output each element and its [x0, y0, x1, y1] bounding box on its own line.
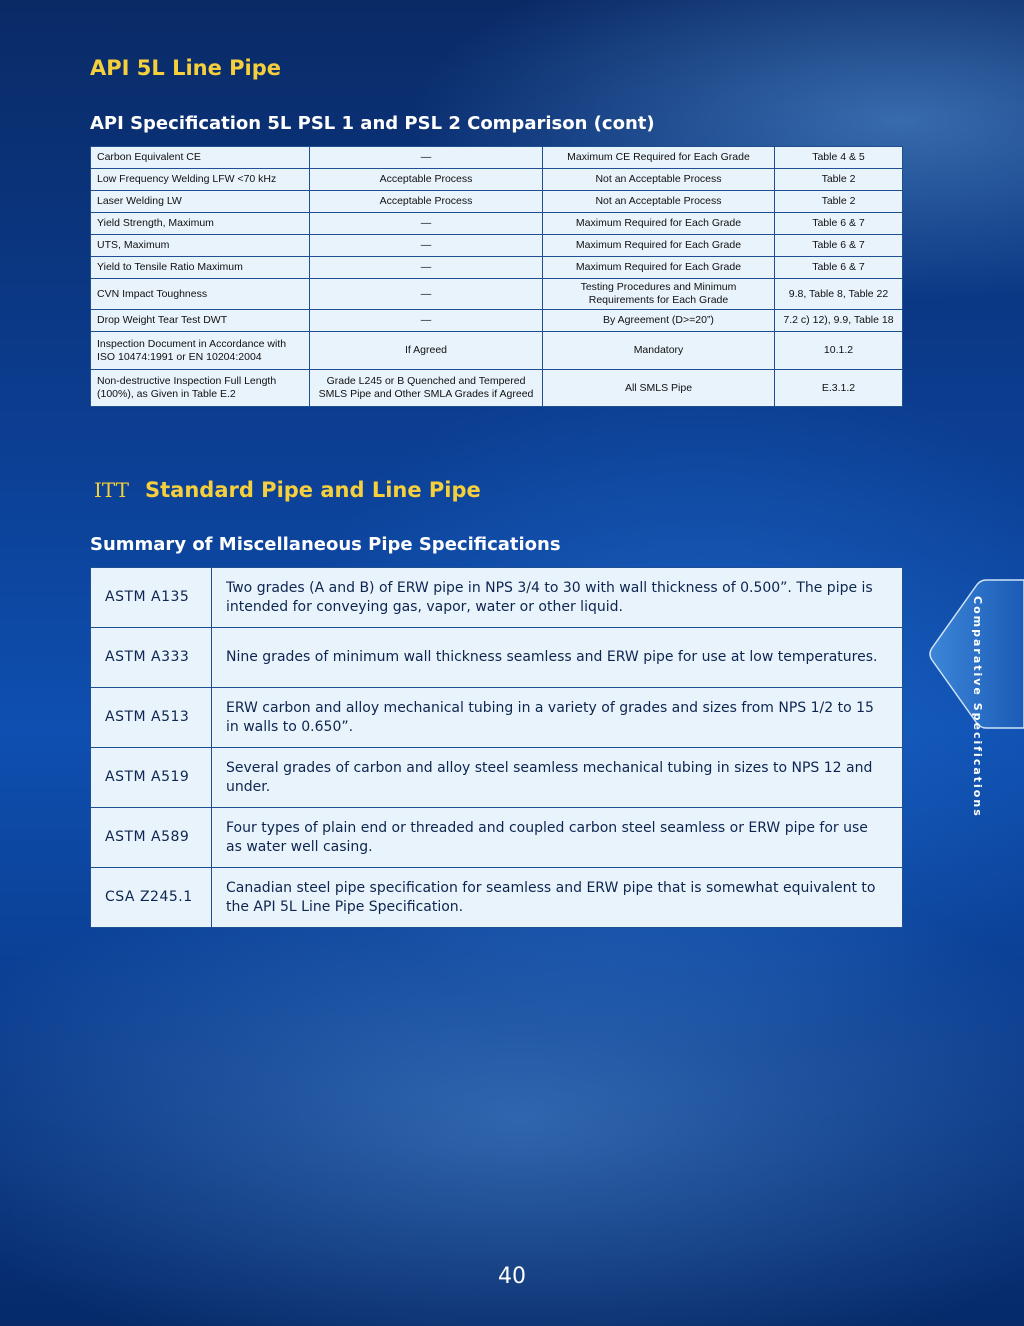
table-cell: Low Frequency Welding LFW <70 kHz: [91, 169, 310, 191]
side-tab-label[interactable]: Comparative Specifications: [971, 596, 984, 818]
table-row: [91, 235, 903, 257]
summary-table: [90, 567, 903, 928]
spec-description: Two grades (A and B) of ERW pipe in NPS 3/4 to 30 with wall thickness of 0.500”. The pipe is intended for conveying gas, vapor, water or other liquid.: [212, 568, 903, 628]
table-row: [91, 568, 903, 628]
table-cell: Acceptable Process: [310, 169, 543, 191]
table-cell: E.3.1.2: [775, 370, 903, 407]
table-row: [91, 213, 903, 235]
spec-description: ERW carbon and alloy mechanical tubing in a variety of grades and sizes from NPS 1/2 to 15 in walls to 0.650”.: [212, 688, 903, 748]
table-row: [91, 310, 903, 332]
table-cell: Table 6 & 7: [775, 213, 903, 235]
table-cell: 9.8, Table 8, Table 22: [775, 279, 903, 310]
table-cell: —: [310, 235, 543, 257]
table-cell: 10.1.2: [775, 332, 903, 370]
spec-code: ASTM A333: [91, 628, 212, 688]
itt-section-title: Standard Pipe and Line Pipe: [145, 478, 481, 502]
summary-title: Summary of Miscellaneous Pipe Specifications: [90, 534, 561, 555]
section-title: API 5L Line Pipe: [90, 56, 282, 80]
table-cell: Table 2: [775, 191, 903, 213]
table-row: [91, 628, 903, 688]
table-cell: Table 2: [775, 169, 903, 191]
spec-description: Nine grades of minimum wall thickness seamless and ERW pipe for use at low temperatures.: [212, 628, 903, 688]
table-cell: Maximum Required for Each Grade: [543, 213, 775, 235]
spec-description: Canadian steel pipe specification for seamless and ERW pipe that is somewhat equivalent to the API 5L Line Pipe Specification.: [212, 868, 903, 928]
table-cell: —: [310, 147, 543, 169]
table-cell: Carbon Equivalent CE: [91, 147, 310, 169]
table-row: [91, 147, 903, 169]
table-cell: Mandatory: [543, 332, 775, 370]
table-cell: —: [310, 310, 543, 332]
table-row: [91, 332, 903, 370]
table-cell: Grade L245 or B Quenched and Tempered SMLS Pipe and Other SMLA Grades if Agreed: [310, 370, 543, 407]
table-row: [91, 191, 903, 213]
table-cell: By Agreement (D>=20”): [543, 310, 775, 332]
table-row: [91, 257, 903, 279]
spec-code: CSA Z245.1: [91, 868, 212, 928]
table-cell: —: [310, 257, 543, 279]
spec-code: ASTM A519: [91, 748, 212, 808]
spec-code: ASTM A513: [91, 688, 212, 748]
table-cell: Maximum Required for Each Grade: [543, 235, 775, 257]
spec-description: Several grades of carbon and alloy steel seamless mechanical tubing in sizes to NPS 12 and under.: [212, 748, 903, 808]
table-row: [91, 279, 903, 310]
table-cell: Table 4 & 5: [775, 147, 903, 169]
table-cell: Acceptable Process: [310, 191, 543, 213]
table-cell: Maximum Required for Each Grade: [543, 257, 775, 279]
table-cell: Table 6 & 7: [775, 257, 903, 279]
table-cell: UTS, Maximum: [91, 235, 310, 257]
comparison-title: API Specification 5L PSL 1 and PSL 2 Comparison (cont): [90, 113, 655, 134]
table-row: [91, 808, 903, 868]
table-cell: Drop Weight Tear Test DWT: [91, 310, 310, 332]
table-row: [91, 169, 903, 191]
spec-code: ASTM A135: [91, 568, 212, 628]
table-cell: 7.2 c) 12), 9.9, Table 18: [775, 310, 903, 332]
table-cell: Inspection Document in Accordance with ISO 10474:1991 or EN 10204:2004: [91, 332, 310, 370]
table-cell: —: [310, 213, 543, 235]
table-row: [91, 688, 903, 748]
table-cell: If Agreed: [310, 332, 543, 370]
table-cell: Maximum CE Required for Each Grade: [543, 147, 775, 169]
table-cell: Non-destructive Inspection Full Length (100%), as Given in Table E.2: [91, 370, 310, 407]
table-cell: All SMLS Pipe: [543, 370, 775, 407]
spec-code: ASTM A589: [91, 808, 212, 868]
table-cell: Yield Strength, Maximum: [91, 213, 310, 235]
table-cell: Yield to Tensile Ratio Maximum: [91, 257, 310, 279]
spec-description: Four types of plain end or threaded and coupled carbon steel seamless or ERW pipe for use as water well casing.: [212, 808, 903, 868]
itt-logo: ITT: [94, 478, 129, 502]
table-cell: —: [310, 279, 543, 310]
table-cell: Laser Welding LW: [91, 191, 310, 213]
table-row: [91, 748, 903, 808]
page-number: 40: [498, 1264, 526, 1289]
table-cell: Testing Procedures and Minimum Requirements for Each Grade: [543, 279, 775, 310]
table-cell: Table 6 & 7: [775, 235, 903, 257]
table-row: [91, 868, 903, 928]
comparison-table: [90, 146, 903, 407]
table-row: [91, 370, 903, 407]
table-cell: Not an Acceptable Process: [543, 169, 775, 191]
table-cell: CVN Impact Toughness: [91, 279, 310, 310]
table-cell: Not an Acceptable Process: [543, 191, 775, 213]
